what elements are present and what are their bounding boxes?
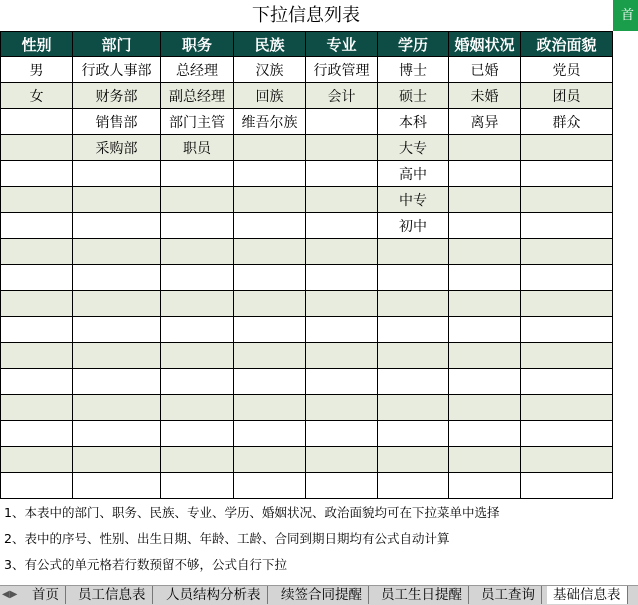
table-cell[interactable] (449, 317, 521, 343)
table-cell[interactable] (449, 239, 521, 265)
table-cell[interactable] (161, 473, 234, 499)
table-row (1, 421, 613, 447)
sheet-tab-bar (0, 585, 638, 605)
table-row (1, 161, 613, 187)
table-cell[interactable] (378, 239, 449, 265)
table-cell[interactable] (161, 239, 234, 265)
table-cell[interactable] (73, 161, 161, 187)
table-cell[interactable] (306, 473, 378, 499)
note-line: 1、本表中的部门、职务、民族、专业、学历、婚姻状况、政治面貌均可在下拉菜单中选择 (4, 505, 500, 520)
table-cell[interactable] (73, 421, 161, 447)
header-cell[interactable]: 政治面貌 (521, 32, 613, 57)
header-cell[interactable]: 婚姻状况 (449, 32, 521, 57)
tab-employee-query[interactable]: 员工查询 (475, 586, 542, 604)
table-cell[interactable] (234, 369, 306, 395)
table-cell[interactable] (161, 161, 234, 187)
table-cell[interactable] (1, 239, 73, 265)
header-cell[interactable]: 专业 (306, 32, 378, 57)
table-cell[interactable] (161, 395, 234, 421)
table-cell[interactable] (1, 317, 73, 343)
table-cell[interactable]: 汉族 (234, 57, 306, 83)
table-row (1, 57, 613, 83)
tab-contract-renewal[interactable]: 续签合同提醒 (275, 586, 369, 604)
tab-scroll-arrows-icon[interactable]: ◀▶ (2, 589, 18, 600)
table-cell[interactable] (1, 343, 73, 369)
table-cell[interactable]: 党员 (521, 57, 613, 83)
table-cell[interactable] (234, 421, 306, 447)
home-shortcut-button[interactable]: 首 (613, 0, 638, 31)
table-cell[interactable] (161, 447, 234, 473)
table-cell[interactable] (161, 265, 234, 291)
table-cell[interactable]: 财务部 (73, 83, 161, 109)
table-cell[interactable]: 行政人事部 (73, 57, 161, 83)
table-cell[interactable] (449, 213, 521, 239)
table-cell[interactable] (234, 213, 306, 239)
table-cell[interactable]: 职员 (161, 135, 234, 161)
table-cell[interactable] (378, 343, 449, 369)
sheet-title: 下拉信息列表 (252, 5, 360, 26)
table-cell[interactable] (378, 473, 449, 499)
tab-staff-structure[interactable]: 人员结构分析表 (160, 586, 268, 604)
table-cell[interactable] (449, 421, 521, 447)
table-row (1, 343, 613, 369)
table-row (1, 265, 613, 291)
table-cell[interactable] (234, 161, 306, 187)
table-cell[interactable]: 离异 (449, 109, 521, 135)
table-row (1, 187, 613, 213)
table-cell[interactable] (306, 239, 378, 265)
table-cell[interactable] (521, 473, 613, 499)
table-header-row (1, 32, 613, 57)
table-cell[interactable] (306, 317, 378, 343)
table-cell[interactable] (73, 239, 161, 265)
table-cell[interactable] (234, 291, 306, 317)
table-row (1, 239, 613, 265)
table-cell[interactable] (378, 291, 449, 317)
table-cell[interactable] (73, 291, 161, 317)
table-cell[interactable] (521, 291, 613, 317)
table-cell[interactable]: 大专 (378, 135, 449, 161)
table-cell[interactable] (1, 109, 73, 135)
table-cell[interactable] (378, 395, 449, 421)
tab-employee-info[interactable]: 员工信息表 (72, 586, 153, 604)
table-cell[interactable] (234, 187, 306, 213)
table-cell[interactable]: 行政管理 (306, 57, 378, 83)
note-line: 3、有公式的单元格若行数预留不够，公式自行下拉 (4, 557, 287, 572)
table-cell[interactable]: 群众 (521, 109, 613, 135)
table-cell[interactable] (378, 265, 449, 291)
table-cell[interactable] (1, 447, 73, 473)
table-body (1, 57, 613, 499)
table-cell[interactable]: 采购部 (73, 135, 161, 161)
table-cell[interactable] (306, 369, 378, 395)
table-cell[interactable] (234, 343, 306, 369)
header-cell[interactable]: 性别 (1, 32, 73, 57)
table-cell[interactable] (1, 473, 73, 499)
table-row (1, 473, 613, 499)
table-cell[interactable] (161, 213, 234, 239)
table-cell[interactable]: 高中 (378, 161, 449, 187)
table-cell[interactable] (521, 187, 613, 213)
table-cell[interactable] (1, 369, 73, 395)
table-cell[interactable] (521, 239, 613, 265)
table-cell[interactable] (378, 421, 449, 447)
table-cell[interactable] (449, 135, 521, 161)
table-cell[interactable] (378, 317, 449, 343)
table-cell[interactable]: 总经理 (161, 57, 234, 83)
table-cell[interactable] (521, 343, 613, 369)
table-cell[interactable] (306, 187, 378, 213)
table-cell[interactable] (1, 213, 73, 239)
table-cell[interactable] (306, 135, 378, 161)
table-cell[interactable] (73, 343, 161, 369)
table-cell[interactable] (1, 135, 73, 161)
table-cell[interactable] (378, 447, 449, 473)
table-cell[interactable] (449, 395, 521, 421)
table-cell[interactable]: 部门主管 (161, 109, 234, 135)
table-cell[interactable] (1, 421, 73, 447)
table-row (1, 369, 613, 395)
table-cell[interactable]: 未婚 (449, 83, 521, 109)
table-cell[interactable] (234, 395, 306, 421)
table-cell[interactable]: 女 (1, 83, 73, 109)
table-cell[interactable] (73, 317, 161, 343)
table-cell[interactable] (161, 187, 234, 213)
table-cell[interactable] (521, 447, 613, 473)
table-row (1, 213, 613, 239)
table-row (1, 447, 613, 473)
table-cell[interactable] (161, 291, 234, 317)
table-cell[interactable] (449, 447, 521, 473)
table-cell[interactable]: 会计 (306, 83, 378, 109)
table-cell[interactable] (306, 213, 378, 239)
header-cell[interactable]: 职务 (161, 32, 234, 57)
table-cell[interactable]: 本科 (378, 109, 449, 135)
table-cell[interactable] (73, 187, 161, 213)
table-row (1, 291, 613, 317)
table-cell[interactable] (73, 265, 161, 291)
table-cell[interactable]: 团员 (521, 83, 613, 109)
table-cell[interactable] (521, 135, 613, 161)
notes-section (4, 500, 499, 578)
table-cell[interactable] (234, 473, 306, 499)
table-cell[interactable] (161, 369, 234, 395)
tab-home[interactable]: 首页 (26, 586, 66, 604)
table-cell[interactable] (521, 421, 613, 447)
table-cell[interactable]: 男 (1, 57, 73, 83)
table-cell[interactable] (521, 265, 613, 291)
header-cell[interactable]: 学历 (378, 32, 449, 57)
table-cell[interactable] (449, 369, 521, 395)
table-cell[interactable]: 中专 (378, 187, 449, 213)
table-cell[interactable] (234, 135, 306, 161)
table-cell[interactable] (449, 187, 521, 213)
dropdown-info-table (0, 31, 613, 499)
table-cell[interactable] (521, 161, 613, 187)
table-cell[interactable]: 维吾尔族 (234, 109, 306, 135)
table-cell[interactable]: 初中 (378, 213, 449, 239)
table-cell[interactable] (521, 369, 613, 395)
table-cell[interactable] (306, 395, 378, 421)
table-cell[interactable] (73, 369, 161, 395)
table-row (1, 135, 613, 161)
table-cell[interactable] (1, 187, 73, 213)
tab-birthday-reminder[interactable]: 员工生日提醒 (375, 586, 469, 604)
table-cell[interactable] (161, 421, 234, 447)
table-cell[interactable] (449, 265, 521, 291)
table-row (1, 83, 613, 109)
table-row (1, 109, 613, 135)
table-cell[interactable] (1, 395, 73, 421)
table-cell[interactable]: 销售部 (73, 109, 161, 135)
table-cell[interactable] (234, 239, 306, 265)
header-cell[interactable]: 民族 (234, 32, 306, 57)
table-cell[interactable]: 已婚 (449, 57, 521, 83)
table-cell[interactable] (1, 265, 73, 291)
table-cell[interactable]: 硕士 (378, 83, 449, 109)
table-row (1, 395, 613, 421)
table-cell[interactable] (306, 291, 378, 317)
table-cell[interactable] (73, 213, 161, 239)
table-cell[interactable] (306, 109, 378, 135)
table-cell[interactable] (306, 265, 378, 291)
table-cell[interactable] (521, 213, 613, 239)
tab-basic-info[interactable]: 基础信息表 (547, 586, 628, 604)
table-cell[interactable] (521, 395, 613, 421)
table-cell[interactable] (234, 447, 306, 473)
table-cell[interactable] (1, 161, 73, 187)
table-cell[interactable] (1, 291, 73, 317)
table-cell[interactable] (378, 369, 449, 395)
table-cell[interactable] (449, 161, 521, 187)
table-cell[interactable] (234, 265, 306, 291)
table-cell[interactable] (306, 447, 378, 473)
table-cell[interactable] (449, 291, 521, 317)
header-cell[interactable]: 部门 (73, 32, 161, 57)
table-cell[interactable] (73, 473, 161, 499)
table-cell[interactable] (234, 317, 306, 343)
table-cell[interactable] (306, 343, 378, 369)
table-cell[interactable]: 副总经理 (161, 83, 234, 109)
table-cell[interactable] (161, 343, 234, 369)
table-cell[interactable]: 回族 (234, 83, 306, 109)
note-line: 2、表中的序号、性别、出生日期、年龄、工龄、合同到期日期均有公式自动计算 (4, 531, 450, 546)
table-cell[interactable]: 博士 (378, 57, 449, 83)
table-cell[interactable] (449, 473, 521, 499)
table-cell[interactable] (73, 395, 161, 421)
table-cell[interactable] (161, 317, 234, 343)
table-row (1, 317, 613, 343)
table-cell[interactable] (73, 447, 161, 473)
table-cell[interactable] (521, 317, 613, 343)
table-cell[interactable] (306, 161, 378, 187)
table-cell[interactable] (449, 343, 521, 369)
table-cell[interactable] (306, 421, 378, 447)
